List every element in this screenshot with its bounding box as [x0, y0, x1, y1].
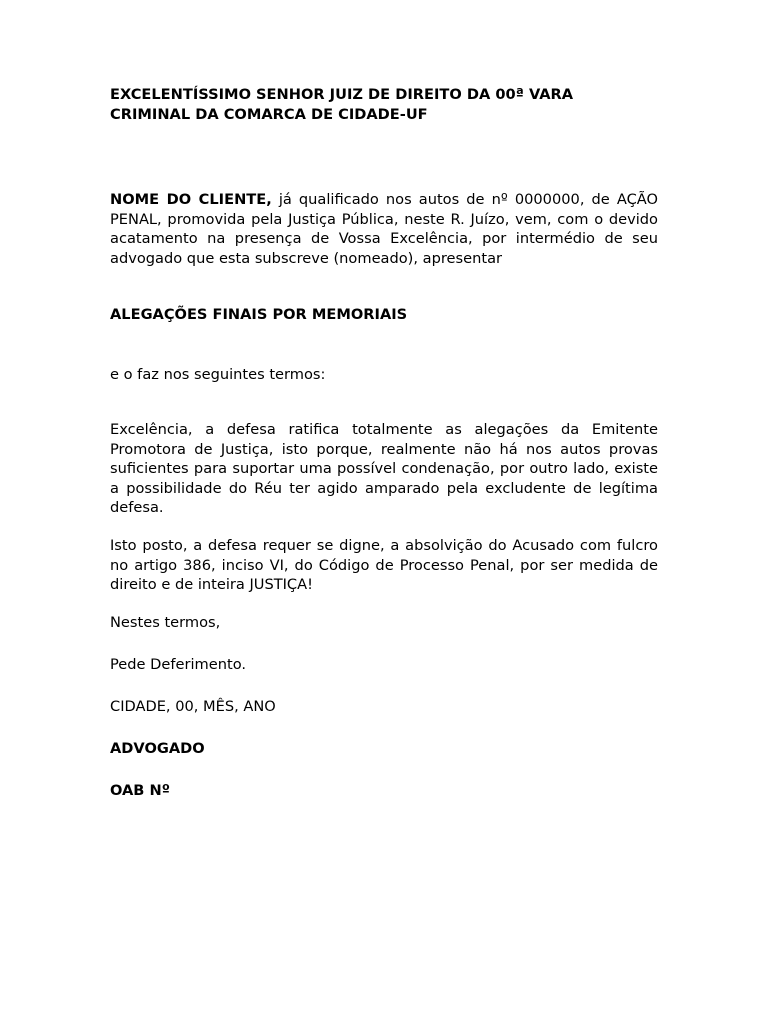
document-page — [110, 0, 658, 1024]
request-text: Pede Deferimento. — [110, 656, 247, 673]
document-title: ALEGAÇÕES FINAIS POR MEMORIAIS — [110, 306, 408, 323]
place-date-text: CIDADE, 00, MÊS, ANO — [110, 698, 276, 715]
client-name: NOME DO CLIENTE, — [110, 191, 272, 208]
opening-paragraph — [110, 190, 658, 268]
oab-number: OAB Nº — [110, 782, 170, 799]
opening-text: já qualificado nos autos de nº 0000000, de AÇÃO PENAL, promovida pela Justiça Pública, neste R. Juízo, vem, com o devido acatamento na presença de Vossa Excelência, por intermédio de seu advogado que esta subscreve (nomeado), apresentar — [110, 191, 658, 267]
closing-text: Nestes termos, — [110, 614, 221, 631]
argument-paragraph: Excelência, a defesa ratifica totalmente as alegações da Emitente Promotora de Justiça, isto porque, realmente não há nos autos provas suficientes para suportar uma possível condenação, por outro lado, existe a possibilidade do Réu ter agido amparado pela excludente de legítima defesa. — [110, 421, 658, 516]
request-paragraph: Isto posto, a defesa requer se digne, a absolvição do Acusado com fulcro no artigo 386, inciso VI, do Código de Processo Penal, por ser medida de direito e de inteira JUSTIÇA! — [110, 537, 658, 593]
addressee-heading: EXCELENTÍSSIMO SENHOR JUIZ DE DIREITO DA 00ª VARA CRIMINAL DA COMARCA DE CIDADE-UF — [110, 86, 574, 123]
lawyer-signature: ADVOGADO — [110, 740, 205, 757]
transition-text: e o faz nos seguintes termos: — [110, 366, 326, 383]
